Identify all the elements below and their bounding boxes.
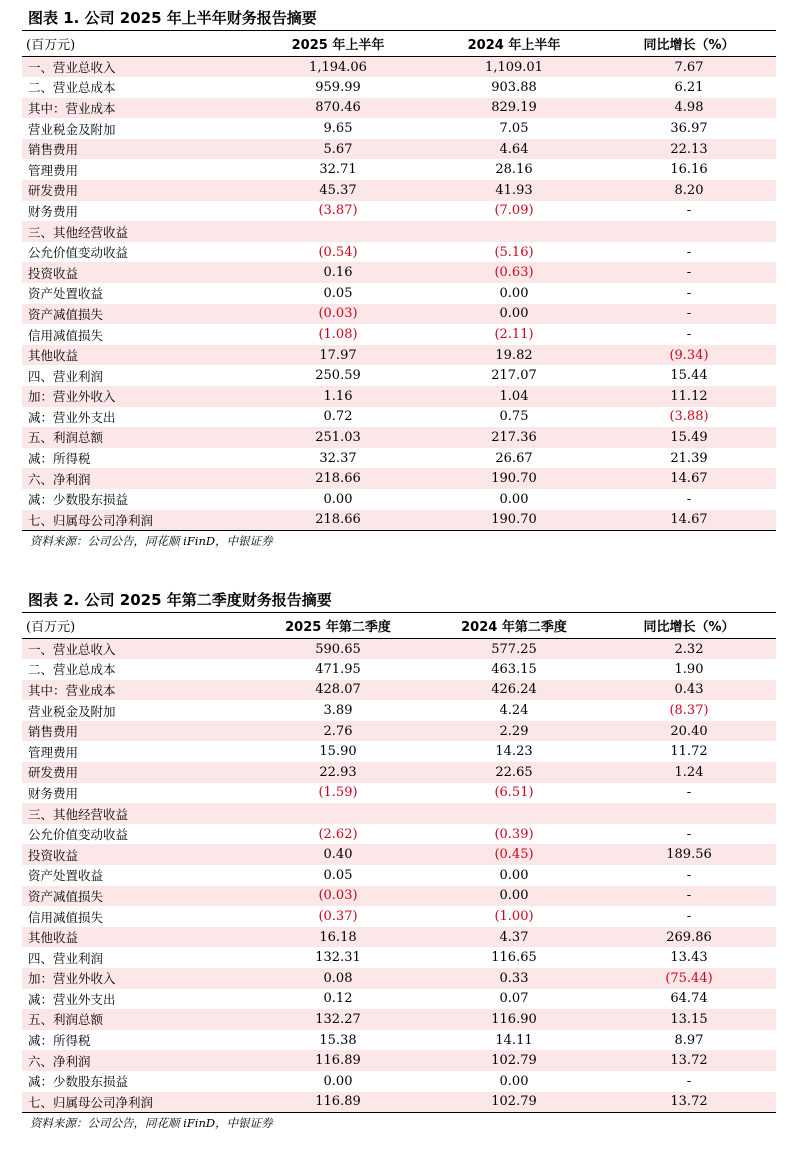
row-value: 15.90 (319, 744, 357, 760)
row-value: 14.67 (670, 512, 708, 528)
table-row (22, 1092, 776, 1113)
row-label: 六、净利润 (28, 471, 91, 487)
row-label: 七、归属母公司净利润 (28, 1094, 154, 1110)
row-value: 19.82 (495, 347, 533, 363)
row-label: 五、利润总额 (28, 1012, 104, 1028)
row-value: 116.89 (315, 1053, 361, 1069)
row-value: (3.88) (669, 409, 709, 425)
row-value: 32.71 (319, 162, 357, 178)
row-value (602, 221, 776, 242)
table-row (22, 159, 776, 180)
row-value: 16.18 (319, 929, 357, 945)
row-value: (1.00) (494, 909, 534, 925)
table-row (22, 947, 776, 968)
row-value: 6.21 (674, 79, 704, 95)
table-row (22, 57, 776, 78)
row-value: 870.46 (315, 100, 361, 116)
row-value: (0.37) (318, 909, 358, 925)
row-value: - (686, 203, 692, 219)
table-row (22, 324, 776, 345)
row-value: 2.29 (499, 723, 529, 739)
row-label: 公允价值变动收益 (28, 245, 129, 261)
table-row (22, 1050, 776, 1071)
row-label: 研发费用 (28, 765, 79, 781)
row-label: 资产处置收益 (28, 286, 104, 302)
table-row (22, 365, 776, 386)
table-row (22, 468, 776, 489)
row-label: 加：营业外收入 (28, 389, 116, 405)
row-value: 217.36 (491, 429, 537, 445)
table2-col-yoy: 同比增长（%） (643, 620, 735, 635)
row-value: 116.65 (491, 950, 537, 966)
row-label: 其中：营业成本 (28, 682, 116, 698)
row-value: 15.38 (319, 1032, 357, 1048)
row-value: 16.16 (670, 162, 708, 178)
table1-header-row (22, 31, 776, 57)
table-row (22, 968, 776, 989)
row-value: 0.33 (499, 970, 529, 986)
row-value: 0.12 (323, 991, 353, 1007)
row-value: 0.00 (499, 888, 529, 904)
row-value: 0.05 (323, 867, 353, 883)
row-value: 14.67 (670, 471, 708, 487)
table1-col-yoy: 同比增长（%） (643, 38, 735, 53)
row-value: 0.00 (499, 491, 529, 507)
table-row (22, 242, 776, 263)
table-row (22, 886, 776, 907)
row-value: 250.59 (315, 368, 361, 384)
table2-col-2025q2: 2025 年第二季度 (285, 620, 391, 635)
row-value: - (686, 867, 692, 883)
row-value: - (686, 888, 692, 904)
table-row (22, 762, 776, 783)
row-value: - (686, 491, 692, 507)
row-value: 13.43 (670, 950, 708, 966)
row-value: 463.15 (491, 661, 537, 677)
table-row (22, 1030, 776, 1051)
row-value: 829.19 (491, 100, 537, 116)
table2-col-2024q2: 2024 年第二季度 (461, 620, 567, 635)
row-value: 5.67 (323, 141, 353, 157)
row-value: 4.98 (674, 100, 704, 116)
row-value: - (686, 1073, 692, 1089)
row-value: 218.66 (315, 471, 361, 487)
row-label: 资产减值损失 (28, 306, 104, 322)
row-value: 9.65 (323, 121, 353, 137)
row-value: - (686, 826, 692, 842)
row-value: (6.51) (494, 785, 534, 801)
row-value: (2.11) (494, 327, 534, 343)
table2 (22, 612, 776, 1113)
row-value: 4.24 (499, 703, 529, 719)
table-row (22, 906, 776, 927)
row-value: 11.12 (670, 388, 708, 404)
row-value: 577.25 (491, 641, 537, 657)
table-row (22, 489, 776, 510)
row-value: 41.93 (495, 182, 533, 198)
row-value (426, 803, 602, 824)
row-value: 190.70 (491, 512, 537, 528)
row-value: 0.00 (499, 306, 529, 322)
row-value: 0.05 (323, 285, 353, 301)
row-label: 六、净利润 (28, 1053, 91, 1069)
row-label: 四、营业利润 (28, 950, 104, 966)
row-label: 资产处置收益 (28, 868, 104, 884)
row-value: - (686, 306, 692, 322)
row-label: 销售费用 (28, 142, 79, 158)
row-label: 营业税金及附加 (28, 703, 116, 719)
table2-body (22, 639, 776, 1113)
row-label: 投资收益 (28, 847, 79, 863)
table2-section (22, 588, 776, 1133)
row-value: 903.88 (491, 79, 537, 95)
row-value: 0.00 (499, 285, 529, 301)
row-value: 426.24 (491, 682, 537, 698)
row-label: 减：少数股东损益 (28, 1074, 129, 1090)
row-label: 减：营业外支出 (28, 409, 116, 425)
row-value: 189.56 (666, 847, 712, 863)
table-row (22, 700, 776, 721)
row-label: 其他收益 (28, 348, 79, 364)
table-row (22, 407, 776, 428)
row-value: 1.90 (674, 661, 704, 677)
row-value (426, 221, 602, 242)
row-value: (0.45) (494, 847, 534, 863)
row-value: 17.97 (319, 347, 357, 363)
row-value: 0.40 (323, 847, 353, 863)
row-value: - (686, 327, 692, 343)
row-value: (8.37) (669, 703, 709, 719)
table-row (22, 262, 776, 283)
row-label: 三、其他经营收益 (28, 806, 129, 822)
row-value: 590.65 (315, 641, 361, 657)
table-row (22, 927, 776, 948)
row-value: 20.40 (670, 723, 708, 739)
row-value: (5.16) (494, 244, 534, 260)
row-value: - (686, 909, 692, 925)
row-value: - (686, 265, 692, 281)
row-label: 七、归属母公司净利润 (28, 512, 154, 528)
table-row (22, 201, 776, 222)
table-row (22, 639, 776, 660)
table1-source: 资料来源：公司公告，同花顺 iFinD，中银证券 (30, 533, 273, 548)
row-value: 64.74 (670, 991, 708, 1007)
row-value: 32.37 (319, 450, 357, 466)
row-value: 1.04 (499, 388, 529, 404)
row-value: (75.44) (665, 970, 713, 986)
row-value: 0.00 (323, 1073, 353, 1089)
row-label: 二、营业总成本 (28, 80, 116, 96)
row-label: 其他收益 (28, 930, 79, 946)
table-row (22, 427, 776, 448)
table-row (22, 865, 776, 886)
row-value: 190.70 (491, 471, 537, 487)
row-value: 0.43 (674, 682, 704, 698)
row-value: 132.27 (315, 1011, 361, 1027)
row-label: 研发费用 (28, 183, 79, 199)
table1-col-2024h1: 2024 年上半年 (467, 38, 561, 53)
row-value: 45.37 (319, 182, 357, 198)
table-row (22, 98, 776, 119)
row-value: 0.08 (323, 970, 353, 986)
row-value: 13.15 (670, 1011, 708, 1027)
row-value: 102.79 (491, 1053, 537, 1069)
row-label: 销售费用 (28, 724, 79, 740)
row-value (250, 803, 426, 824)
row-value: (0.03) (318, 888, 358, 904)
table1-col-2025h1: 2025 年上半年 (291, 38, 385, 53)
table-row (22, 180, 776, 201)
row-value: 1.16 (323, 388, 353, 404)
table-row (22, 1009, 776, 1030)
row-label: 投资收益 (28, 265, 79, 281)
row-value: 22.93 (319, 764, 357, 780)
row-label: 财务费用 (28, 203, 79, 219)
row-value: 15.49 (670, 429, 708, 445)
row-value: 959.99 (315, 79, 361, 95)
row-label: 加：营业外收入 (28, 971, 116, 987)
row-label: 信用减值损失 (28, 909, 104, 925)
row-value: 22.13 (670, 141, 708, 157)
table-row (22, 680, 776, 701)
row-value: 102.79 (491, 1094, 537, 1110)
row-value: 8.20 (674, 182, 704, 198)
row-value: (1.59) (318, 785, 358, 801)
row-value: 269.86 (666, 929, 712, 945)
table-row (22, 989, 776, 1010)
row-value: 1,109.01 (485, 59, 543, 75)
row-label: 五、利润总额 (28, 430, 104, 446)
table-row (22, 741, 776, 762)
row-value: 15.44 (670, 368, 708, 384)
row-value: 7.67 (674, 59, 704, 75)
table2-unit-header: (百万元) (26, 620, 76, 635)
table-row (22, 659, 776, 680)
table-row (22, 721, 776, 742)
row-value: 116.89 (315, 1094, 361, 1110)
row-value: 1,194.06 (309, 59, 367, 75)
table2-title: 图表 2. 公司 2025 年第二季度财务报告摘要 (28, 591, 332, 609)
row-value: 218.66 (315, 512, 361, 528)
table-row (22, 824, 776, 845)
table1-body (22, 57, 776, 531)
row-label: 二、营业总成本 (28, 662, 116, 678)
row-value: 14.11 (495, 1032, 533, 1048)
row-label: 减：营业外支出 (28, 991, 116, 1007)
row-value: 4.64 (499, 141, 529, 157)
row-value: 0.16 (323, 265, 353, 281)
row-value: (0.39) (494, 826, 534, 842)
row-label: 管理费用 (28, 162, 79, 178)
table-row (22, 803, 776, 824)
table-row (22, 77, 776, 98)
row-value: 2.32 (674, 641, 704, 657)
row-value: 0.00 (499, 1073, 529, 1089)
row-value: 1.24 (674, 764, 704, 780)
row-value: 116.90 (491, 1011, 537, 1027)
row-value: 4.37 (499, 929, 529, 945)
row-value: 36.97 (670, 121, 708, 137)
table1-section (22, 6, 776, 551)
table2-header-row (22, 613, 776, 639)
row-label: 公允价值变动收益 (28, 827, 129, 843)
row-value: 0.00 (499, 867, 529, 883)
table-row (22, 345, 776, 366)
row-label: 信用减值损失 (28, 327, 104, 343)
table-row (22, 448, 776, 469)
table1-unit-header: (百万元) (26, 38, 76, 53)
table1 (22, 30, 776, 531)
row-value: 251.03 (315, 429, 361, 445)
row-value: (0.63) (494, 265, 534, 281)
row-value: 26.67 (495, 450, 533, 466)
table-row (22, 783, 776, 804)
row-label: 减：所得税 (28, 1033, 91, 1049)
row-label: 财务费用 (28, 785, 79, 801)
row-value: 0.07 (499, 991, 529, 1007)
table-row (22, 118, 776, 139)
row-value: 132.31 (315, 950, 361, 966)
row-value: 0.00 (323, 491, 353, 507)
table-row (22, 386, 776, 407)
row-value: - (686, 785, 692, 801)
row-label: 四、营业利润 (28, 368, 104, 384)
row-value: 2.76 (323, 723, 353, 739)
row-value: - (686, 285, 692, 301)
row-label: 管理费用 (28, 744, 79, 760)
table-row (22, 1071, 776, 1092)
row-value: (2.62) (318, 826, 358, 842)
table-row (22, 221, 776, 242)
row-value: 0.75 (499, 409, 529, 425)
row-label: 一、营业总收入 (28, 60, 116, 76)
row-label: 减：所得税 (28, 451, 91, 467)
row-value (602, 803, 776, 824)
table-row (22, 510, 776, 531)
row-label: 减：少数股东损益 (28, 492, 129, 508)
row-value: (0.03) (318, 306, 358, 322)
row-label: 其中：营业成本 (28, 100, 116, 116)
table-row (22, 844, 776, 865)
row-value: 3.89 (323, 703, 353, 719)
table2-source: 资料来源：公司公告，同花顺 iFinD，中银证券 (30, 1115, 273, 1130)
row-value: 471.95 (315, 661, 361, 677)
row-label: 资产减值损失 (28, 888, 104, 904)
row-value: 428.07 (315, 682, 361, 698)
row-value: 13.72 (670, 1053, 708, 1069)
row-value: (0.54) (318, 244, 358, 260)
row-value: (9.34) (669, 347, 709, 363)
row-value (250, 221, 426, 242)
row-value: (3.87) (318, 203, 358, 219)
row-label: 营业税金及附加 (28, 121, 116, 137)
row-value: 217.07 (491, 368, 537, 384)
row-value: (1.08) (318, 327, 358, 343)
table-row (22, 304, 776, 325)
table-row (22, 283, 776, 304)
row-value: 11.72 (670, 744, 708, 760)
row-value: 21.39 (670, 450, 708, 466)
table1-title: 图表 1. 公司 2025 年上半年财务报告摘要 (28, 9, 317, 27)
row-label: 一、营业总收入 (28, 642, 116, 658)
row-value: - (686, 244, 692, 260)
row-label: 三、其他经营收益 (28, 224, 129, 240)
row-value: 7.05 (499, 121, 529, 137)
table-row (22, 139, 776, 160)
row-value: 22.65 (495, 764, 533, 780)
row-value: 13.72 (670, 1094, 708, 1110)
row-value: (7.09) (494, 203, 534, 219)
row-value: 28.16 (495, 162, 533, 178)
row-value: 8.97 (674, 1032, 704, 1048)
row-value: 14.23 (495, 744, 533, 760)
row-value: 0.72 (323, 409, 353, 425)
